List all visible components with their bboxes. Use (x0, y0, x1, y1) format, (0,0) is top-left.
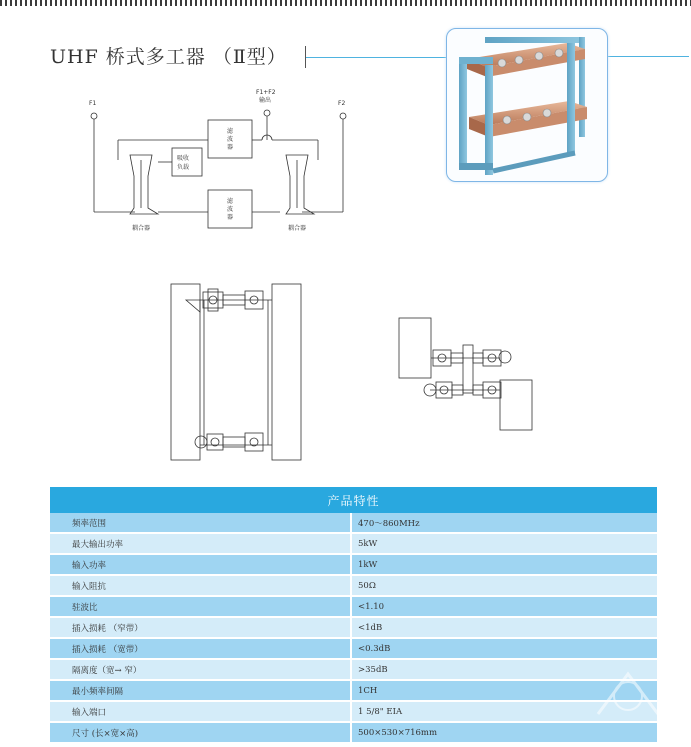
coupler-left-label: 耦合器 (132, 225, 151, 232)
table-row (50, 659, 657, 680)
logo-watermark-icon (588, 664, 668, 724)
spec-label: 隔离度（宽→ 窄） (50, 659, 351, 680)
spec-value: 5kW (351, 533, 657, 554)
spec-label: 最小频率间隔 (50, 680, 351, 701)
table-row (50, 596, 657, 617)
filter-bottom-char-1: 滤 (227, 198, 234, 205)
filter-top-char-2: 波 (227, 136, 234, 143)
spec-value: >35dB (351, 659, 657, 680)
table-row (50, 722, 657, 743)
spec-value: <1.10 (351, 596, 657, 617)
filter-bottom-label (227, 197, 235, 221)
filter-bottom-char-3: 器 (227, 214, 234, 221)
spec-value: 1CH (351, 680, 657, 701)
mechanical-front-view (171, 284, 301, 460)
port-f1-label: F1 (89, 100, 97, 107)
spec-value: 470～860MHz (351, 513, 657, 533)
table-row (50, 533, 657, 554)
output-terminal (264, 110, 270, 116)
spec-label: 输入功率 (50, 554, 351, 575)
spec-label: 频率范围 (50, 513, 351, 533)
port-f2-terminal (340, 113, 346, 119)
spec-label: 插入损耗 （宽带） (50, 638, 351, 659)
output-label-2: 输出 (259, 97, 272, 104)
port-f1-terminal (91, 113, 97, 119)
spec-value: 50Ω (351, 575, 657, 596)
table-row (50, 575, 657, 596)
filter-top-char-3: 器 (227, 144, 234, 151)
spec-label: 尺寸 (长×宽×高) (50, 722, 351, 743)
table-row (50, 513, 657, 533)
block-schematic (91, 110, 346, 228)
filter-top-char-1: 滤 (227, 128, 234, 135)
filter-bottom-char-2: 波 (227, 206, 234, 213)
filter-top-label (227, 127, 235, 151)
absorb-load-label (177, 154, 191, 171)
table-row (50, 638, 657, 659)
absorb-load-box (172, 148, 202, 176)
table-row (50, 680, 657, 701)
table-row (50, 701, 657, 722)
spec-label: 插入损耗 （窄带） (50, 617, 351, 638)
mechanical-side-view (399, 318, 532, 430)
port-f2-label: F2 (338, 100, 346, 107)
coupler-left-shape (130, 155, 158, 214)
spec-label: 输入阻抗 (50, 575, 351, 596)
spec-table-header: 产品特性 (50, 487, 657, 513)
coupler-right-label: 耦合器 (288, 225, 307, 232)
coupler-right-shape (286, 155, 314, 214)
table-row (50, 554, 657, 575)
page-title: UHF 桥式多工器 （Ⅱ型） (50, 46, 287, 68)
absorb-load-line-2: 负载 (177, 164, 190, 171)
product-spec-table (50, 487, 657, 744)
spec-value: <0.3dB (351, 638, 657, 659)
spec-table-header-row (50, 487, 657, 513)
spec-label: 最大输出功率 (50, 533, 351, 554)
output-label-1: F1+F2 (256, 89, 276, 96)
absorb-load-line-1: 吸收 (177, 155, 190, 162)
table-row (50, 617, 657, 638)
spec-value: 1kW (351, 554, 657, 575)
spec-label: 输入端口 (50, 701, 351, 722)
spec-value: 500×530×716mm (351, 722, 657, 743)
spec-value: 1 5/8" EIA (351, 701, 657, 722)
spec-value: <1dB (351, 617, 657, 638)
spec-label: 驻波比 (50, 596, 351, 617)
